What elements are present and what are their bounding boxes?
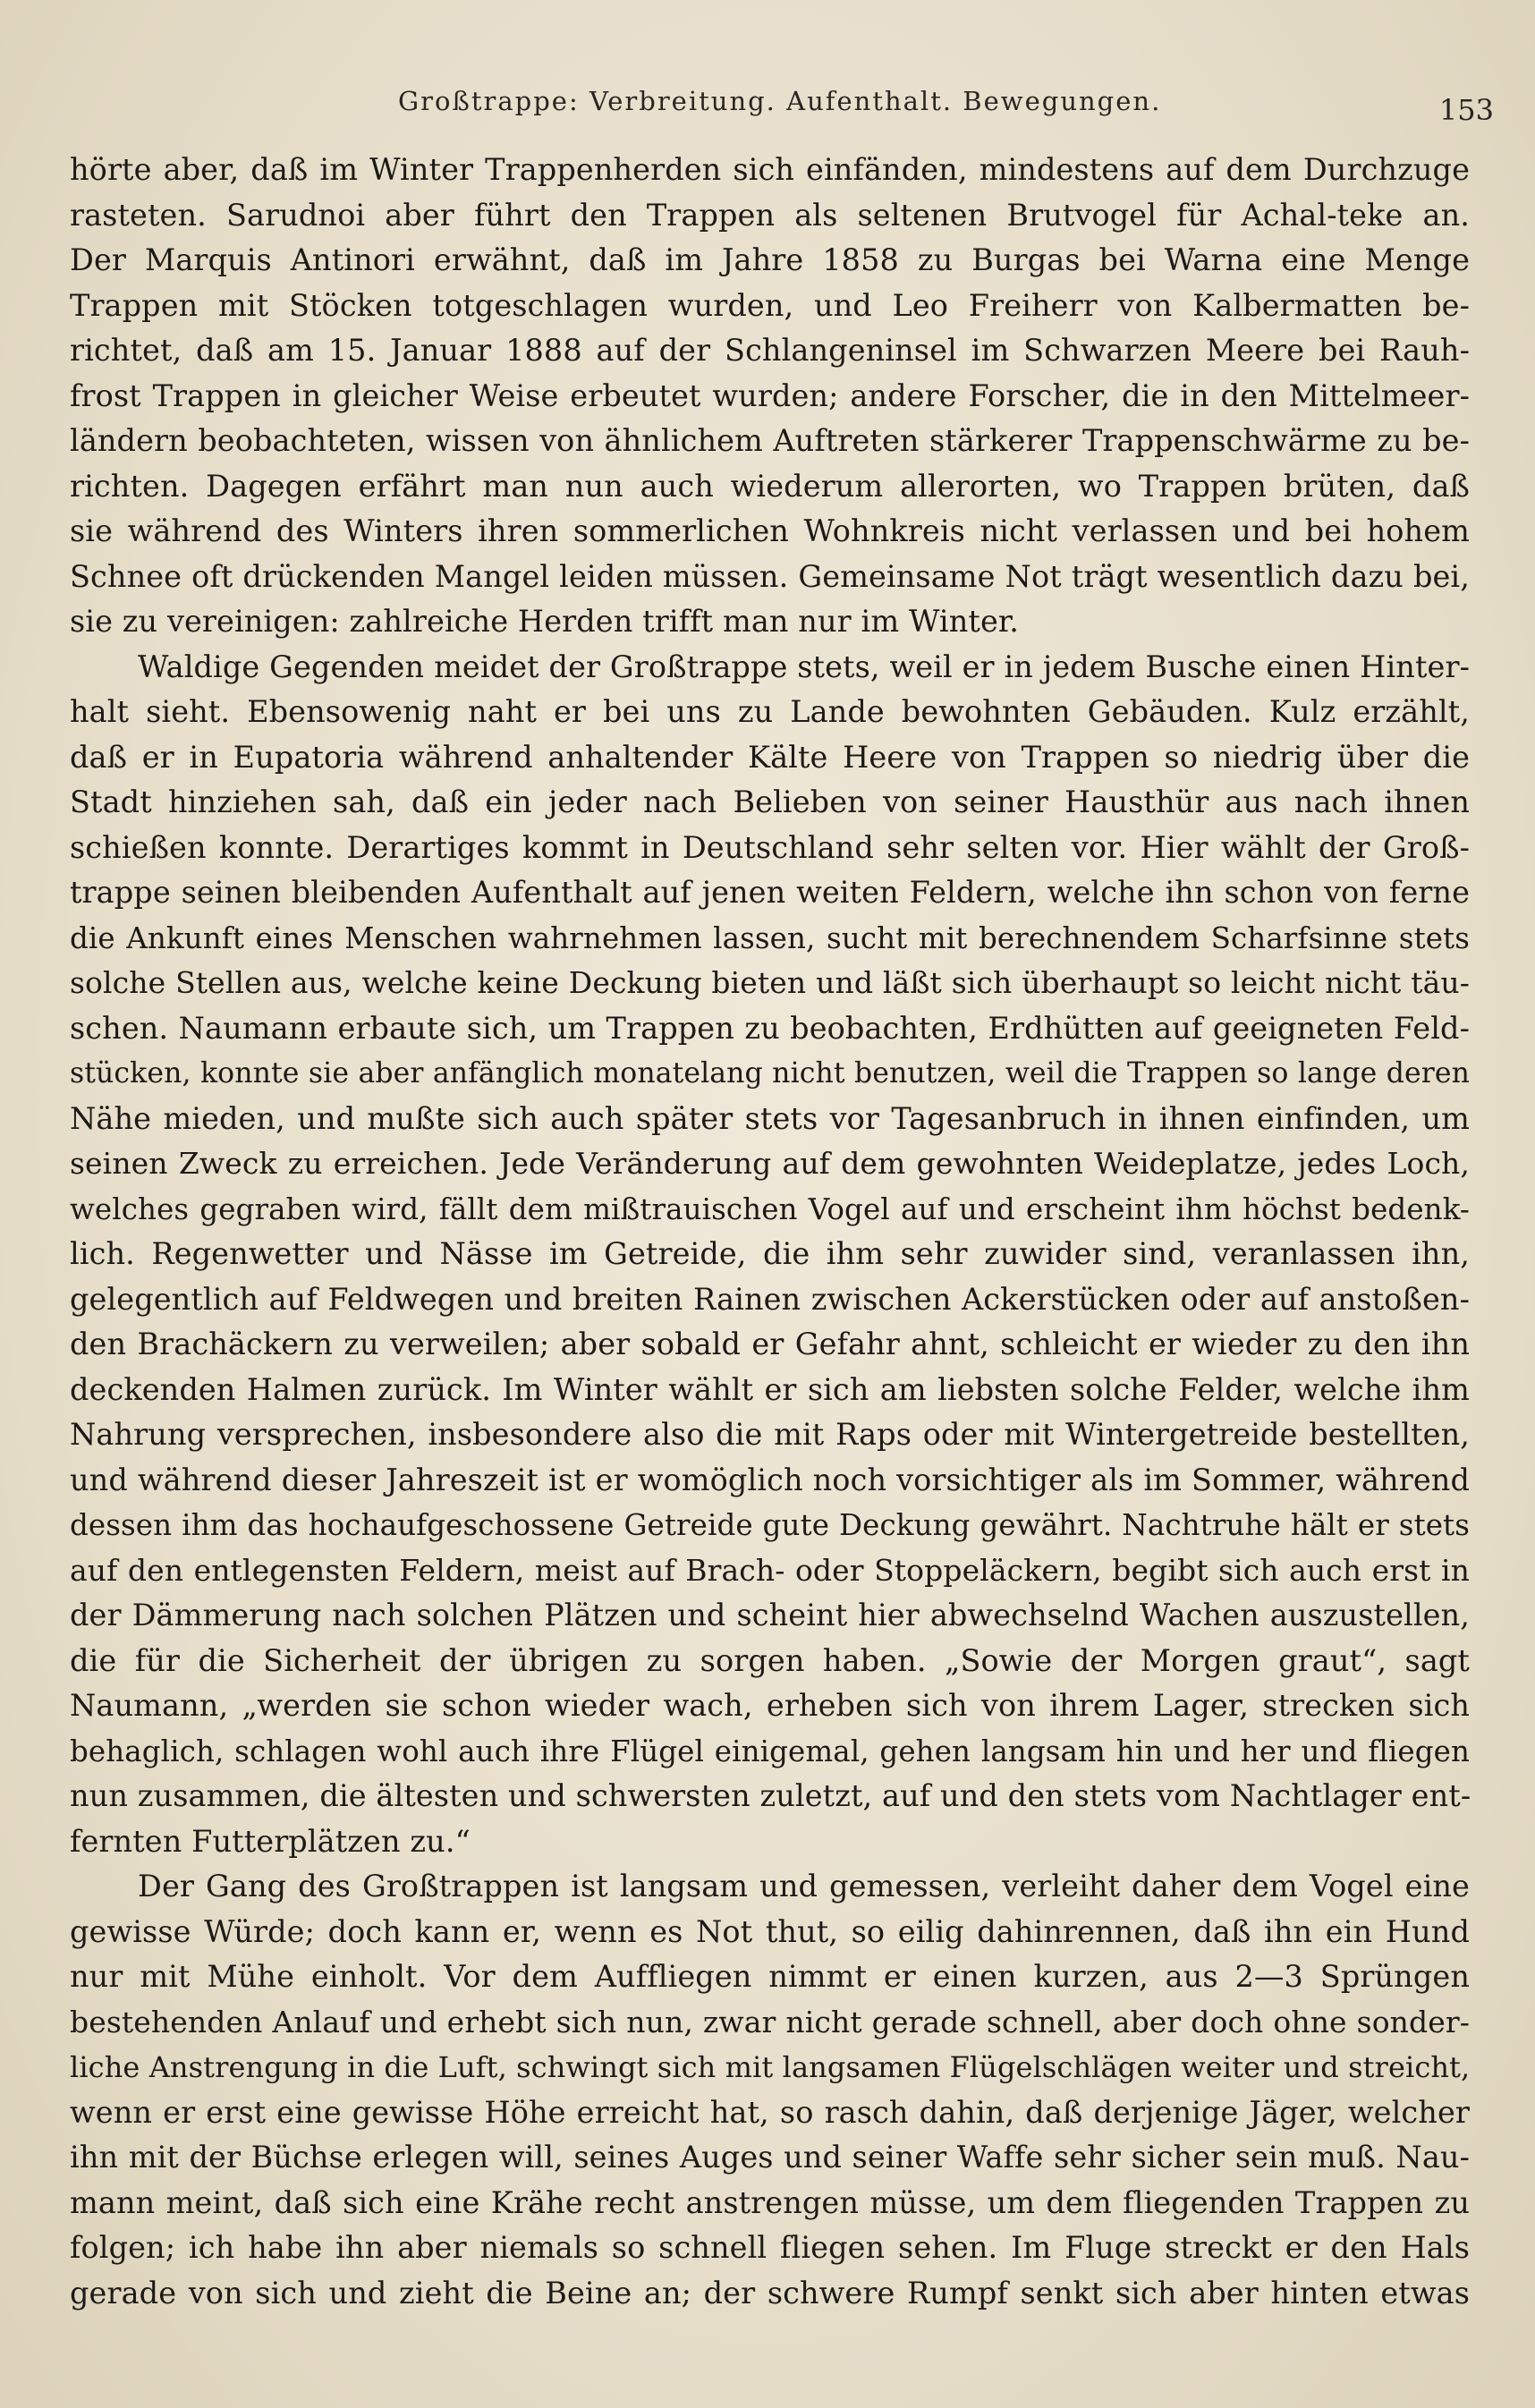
- text-line: Stadt hinziehen sah, daß ein jeder nach Belieben von seiner Hausthür aus nach ihnen: [70, 784, 1470, 819]
- text-line: stücken, konnte sie aber anfänglich monatelang nicht benutzen, weil die Trappen so lange deren: [70, 1057, 1470, 1090]
- text-line: schen. Naumann erbaute sich, um Trappen zu beobachten, Erdhütten auf geeigneten Feld-: [70, 1010, 1470, 1046]
- text-line: trappe seinen bleibenden Aufenthalt auf jenen weiten Feldern, welche ihn schon von ferne: [70, 875, 1470, 910]
- text-line: richten. Dagegen erfährt man nun auch wiederum allerorten, wo Trappen brüten, daß: [70, 468, 1470, 504]
- text-line: folgen; ich habe ihn aber niemals so schnell fliegen sehen. Im Fluge streckt er den Hals: [70, 2230, 1470, 2265]
- paragraph-3: [70, 1864, 1470, 2316]
- text-line: schießen konnte. Derartiges kommt in Deutschland sehr selten vor. Hier wählt der Groß-: [70, 829, 1470, 865]
- text-line: gewisse Würde; doch kann er, wenn es Not thut, so eilig dahinrennen, daß ihn ein Hund: [70, 1913, 1470, 1949]
- text-line: die für die Sicherheit der übrigen zu sorgen haben. „Sowie der Morgen graut“, sagt: [70, 1642, 1470, 1678]
- text-line: hörte aber, daß im Winter Trappenherden sich einfänden, mindestens auf dem Durchzuge: [70, 152, 1470, 187]
- text-line: wenn er erst eine gewisse Höhe erreicht hat, so rasch dahin, daß derjenige Jäger, welcher: [70, 2094, 1470, 2130]
- text-line: daß er in Eupatoria während anhaltender Kälte Heere von Trappen so niedrig über die: [70, 739, 1470, 775]
- text-line: behaglich, schlagen wohl auch ihre Flügel einigemal, gehen langsam hin und her und fliegen: [70, 1734, 1470, 1768]
- text-line: frost Trappen in gleicher Weise erbeutet wurden; andere Forscher, die in den Mittelmeer-: [70, 377, 1470, 413]
- text-line: gerade von sich und zieht die Beine an; der schwere Rumpf senkt sich aber hinten etwas: [70, 2275, 1470, 2310]
- text-line: solche Stellen aus, welche keine Deckung bieten und läßt sich überhaupt so leicht nicht täu-: [70, 965, 1470, 1000]
- body-text: [70, 148, 1470, 2316]
- running-title: Großtrappe: Verbreitung. Aufenthalt. Bewegungen.: [398, 86, 1162, 116]
- text-line: Naumann, „werden sie schon wieder wach, erheben sich von ihrem Lager, strecken sich: [70, 1688, 1470, 1723]
- text-line: Der Gang des Großtrappen ist langsam und gemessen, verleiht daher dem Vogel eine: [138, 1869, 1470, 1904]
- text-line: und während dieser Jahreszeit ist er womöglich noch vorsichtiger als im Sommer, während: [70, 1462, 1470, 1497]
- text-line: ihn mit der Büchse erlegen will, seines Auges und seiner Waffe sehr sicher sein muß. Nau-: [70, 2140, 1470, 2175]
- text-line: Nahrung versprechen, insbesondere also die mit Raps oder mit Wintergetreide bestellten,: [70, 1417, 1470, 1452]
- text-line: nun zusammen, die ältesten und schwersten zuletzt, auf und den stets vom Nachtlager ent-: [70, 1778, 1471, 1813]
- text-line: liche Anstrengung in die Luft, schwingt sich mit langsamen Flügelschlägen weiter und streicht,: [70, 2050, 1471, 2084]
- text-line: sie zu vereinigen: zahlreiche Herden trifft man nur im Winter.: [70, 604, 1020, 639]
- text-line: Waldige Gegenden meidet der Großtrappe stets, weil er in jedem Busche einen Hinter-: [138, 649, 1470, 684]
- text-line: Nähe mieden, und mußte sich auch später stets vor Tagesanbruch in ihnen einfinden, um: [70, 1100, 1470, 1136]
- text-line: rasteten. Sarudnoi aber führt den Trappen als seltenen Brutvogel für Achal-teke an.: [70, 197, 1470, 233]
- text-line: die Ankunft eines Menschen wahrnehmen lassen, sucht mit berechnendem Scharfsinne stets: [70, 920, 1470, 955]
- text-line: Trappen mit Stöcken totgeschlagen wurden, und Leo Freiherr von Kalbermatten be-: [70, 287, 1470, 323]
- text-line: der Dämmerung nach solchen Plätzen und scheint hier abwechselnd Wachen auszustellen,: [70, 1598, 1470, 1632]
- text-line: den Brachäckern zu verweilen; aber sobald er Gefahr ahnt, schleicht er wieder zu den ihn: [70, 1327, 1470, 1361]
- page-number: 153: [1438, 93, 1494, 127]
- text-line: welches gegraben wird, fällt dem mißtrauischen Vogel auf und erscheint ihm höchst bedenk-: [70, 1191, 1470, 1226]
- text-line: auf den entlegensten Feldern, meist auf Brach- oder Stoppeläckern, begibt sich auch erst in: [70, 1552, 1470, 1588]
- text-line: lich. Regenwetter und Nässe im Getreide, die ihm sehr zuwider sind, veranlassen ihn,: [70, 1236, 1470, 1271]
- text-line: Der Marquis Antinori erwähnt, daß im Jahre 1858 zu Burgas bei Warna eine Menge: [70, 242, 1470, 277]
- text-line: richtet, daß am 15. Januar 1888 auf der Schlangeninsel im Schwarzen Meere bei Rauh-: [70, 333, 1470, 368]
- text-line: ländern beobachteten, wissen von ähnlichem Auftreten stärkerer Trappenschwärme zu be-: [70, 423, 1470, 458]
- paragraph-2: [70, 645, 1470, 1865]
- text-line: Schnee oft drückenden Mangel leiden müssen. Gemeinsame Not trägt wesentlich dazu bei,: [70, 558, 1470, 594]
- text-line: gelegentlich auf Feldwegen und breiten Rainen zwischen Ackerstücken oder auf anstoßen-: [70, 1281, 1470, 1317]
- text-line: seinen Zweck zu erreichen. Jede Veränderung auf dem gewohnten Weideplatze, jedes Loch,: [70, 1146, 1470, 1181]
- text-line: mann meint, daß sich eine Krähe recht anstrengen müsse, um dem fliegenden Trappen zu: [70, 2184, 1470, 2220]
- text-line: dessen ihm das hochaufgeschossene Getreide gute Deckung gewährt. Nachtruhe hält er stets: [70, 1508, 1470, 1542]
- text-line: deckenden Halmen zurück. Im Winter wählt er sich am liebsten solche Felder, welche ihm: [70, 1371, 1470, 1407]
- text-line: bestehenden Anlauf und erhebt sich nun, zwar nicht gerade schnell, aber doch ohne sonder-: [70, 2004, 1470, 2039]
- page-header: [0, 86, 1535, 132]
- text-line: halt sieht. Ebensowenig naht er bei uns zu Lande bewohnten Gebäuden. Kulz erzählt,: [70, 694, 1470, 729]
- paragraph-1: [70, 148, 1470, 645]
- text-line: sie während des Winters ihren sommerlichen Wohnkreis nicht verlassen und bei hohem: [70, 513, 1470, 548]
- text-line: fernten Futterplätzen zu.“: [70, 1823, 471, 1859]
- text-line: nur mit Mühe einholt. Vor dem Auffliegen nimmt er einen kurzen, aus 2—3 Sprüngen: [70, 1959, 1470, 1994]
